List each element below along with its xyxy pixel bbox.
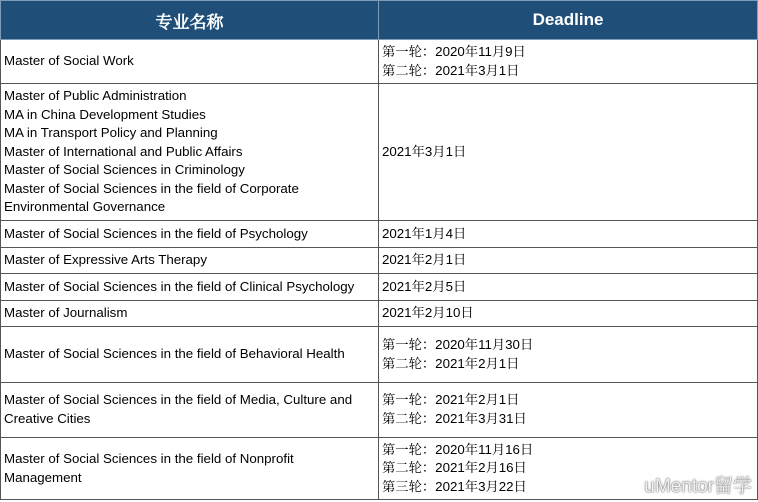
deadline-date: 2021年1月4日	[382, 225, 467, 241]
deadline-cell	[379, 84, 758, 221]
program-name: Master of International and Public Affairs	[4, 143, 243, 159]
header-deadline: Deadline	[379, 1, 758, 40]
watermark-text: uMentor留学	[644, 476, 752, 497]
table-row	[1, 40, 758, 84]
program-name: Master of Social Work	[4, 53, 134, 69]
program-cell	[1, 274, 379, 301]
weibo-icon	[614, 474, 640, 496]
program-name: MA in China Development Studies	[4, 106, 206, 122]
program-name: Master of Social Sciences in the field of Psychology	[4, 225, 308, 241]
program-name: MA in Transport Policy and Planning	[4, 125, 218, 141]
program-name: Master of Social Sciences in the field of Clinical Psychology	[4, 278, 355, 294]
program-name: Master of Journalism	[4, 305, 128, 321]
deadline-date: 第一轮：2020年11月16日	[382, 441, 534, 457]
deadline-date: 第二轮：2021年2月1日	[382, 355, 520, 371]
deadline-cell	[379, 248, 758, 274]
deadline-cell	[379, 301, 758, 327]
program-cell	[1, 438, 379, 500]
deadline-cell	[379, 274, 758, 301]
deadline-date: 2021年2月10日	[382, 305, 474, 321]
table-header-row	[1, 1, 758, 40]
program-name: Master of Social Sciences in the field of Media, Culture and Creative Cities	[4, 392, 353, 426]
program-name: Master of Expressive Arts Therapy	[4, 252, 207, 268]
deadline-date: 第一轮：2020年11月9日	[382, 43, 526, 59]
deadline-cell	[379, 40, 758, 84]
program-name: Master of Social Sciences in the field of Corporate Environmental Governance	[4, 180, 299, 215]
deadline-cell	[379, 221, 758, 248]
table-row	[1, 383, 758, 438]
program-cell	[1, 301, 379, 327]
program-cell	[1, 327, 379, 383]
table-row	[1, 221, 758, 248]
table-row	[1, 327, 758, 383]
deadline-date: 第二轮：2021年3月1日	[382, 62, 520, 78]
table-body	[1, 40, 758, 500]
deadline-date: 第一轮：2021年2月1日	[382, 392, 520, 408]
program-name: Master of Public Administration	[4, 87, 187, 103]
deadline-date: 2021年3月1日	[382, 143, 467, 159]
table-row	[1, 248, 758, 274]
program-name: Master of Social Sciences in the field of Behavioral Health	[4, 346, 345, 362]
deadline-date: 第二轮：2021年3月31日	[382, 411, 527, 426]
header-program: 专业名称	[1, 1, 379, 40]
deadline-date: 第三轮：2021年3月22日	[382, 478, 527, 494]
deadline-date: 第一轮：2020年11月30日	[382, 336, 534, 352]
deadline-date: 第二轮：2021年2月16日	[382, 460, 527, 476]
table-row	[1, 301, 758, 327]
program-name: Master of Social Sciences in the field of Nonprofit Management	[4, 450, 294, 485]
deadline-cell	[379, 327, 758, 383]
deadline-date: 2021年2月5日	[382, 278, 467, 294]
program-cell	[1, 383, 379, 438]
program-cell	[1, 40, 379, 84]
program-name: Master of Social Sciences in Criminology	[4, 162, 245, 178]
program-cell	[1, 248, 379, 274]
program-cell	[1, 84, 379, 221]
deadline-cell	[379, 383, 758, 438]
program-cell	[1, 221, 379, 248]
table-row	[1, 84, 758, 221]
table-row	[1, 274, 758, 301]
watermark	[614, 471, 752, 498]
deadline-date: 2021年2月1日	[382, 252, 467, 268]
